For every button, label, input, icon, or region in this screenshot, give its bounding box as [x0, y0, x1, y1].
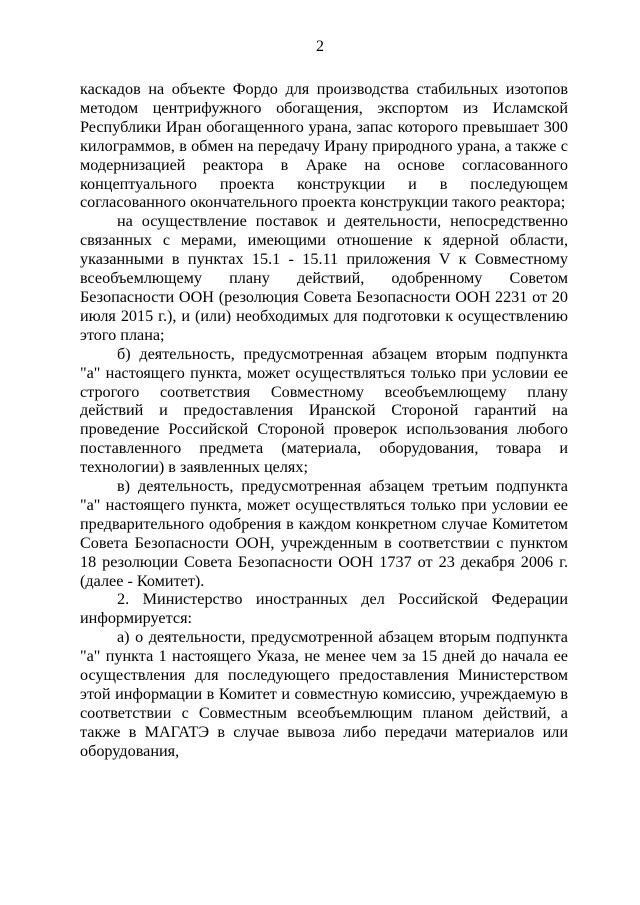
- paragraph-section-2: 2. Министерство иностранных дел Российской Федерации информируется:: [80, 590, 568, 628]
- paragraph-item-a: а) о деятельности, предусмотренной абзацем вторым подпункта "а" пункта 1 настоящего Указа, не менее чем за 15 дней до начала ее осуществления для последующего предоставления Министерством этой информации в Комитет и совместную комиссию, учреждаемую в соответствии с Совместным всеобъемлющим планом действий, а также в МАГАТЭ в случае вывоза либо передачи материалов или оборудования,: [80, 628, 568, 760]
- paragraph-continuation: каскадов на объекте Фордо для производства стабильных изотопов методом центрифужного обогащения, экспортом из Исламской Республики Иран обогащенного урана, запас которого превышает 300 килограммов, в обмен на передачу Ирану природного урана, а также с модернизацией реактора в Араке на основе согласованного концептуального проекта конструкции и в последующем согласованного окончательного проекта конструкции такого реактора;: [80, 80, 568, 212]
- document-body: [80, 80, 568, 761]
- paragraph-item-b: б) деятельность, предусмотренная абзацем вторым подпункта "а" настоящего пункта, может осуществляться только при условии ее строгого соответствия Совместному всеобъемлющему плану действий и предоставления Иранской Стороной гарантий на проведение Российской Стороной проверок использования любого поставленного предмета (материала, оборудования, товара и технологии) в заявленных целях;: [80, 344, 568, 477]
- page-number: 2: [316, 38, 324, 55]
- paragraph-item-v: в) деятельность, предусмотренная абзацем третьим подпункта "а" настоящего пункта, может осуществляться только при условии ее предварительного одобрения в каждом конкретном случае Комитетом Совета Безопасности ООН, учрежденным в соответствии с пунктом 18 резолюции Совета Безопасности ООН 1737 от 23 декабря 2006 г. (далее - Комитет).: [80, 477, 568, 590]
- paragraph-supplies: на осуществление поставок и деятельности, непосредственно связанных с мерами, имеющими отношение к ядерной области, указанными в пунктах 15.1 - 15.11 приложения V к Совместному всеобъемлющему плану действий, одобренному Советом Безопасности ООН (резолюция Совета Безопасности ООН 2231 от 20 июля 2015 г.), и (или) необходимых для подготовки к осуществлению этого плана;: [80, 212, 568, 344]
